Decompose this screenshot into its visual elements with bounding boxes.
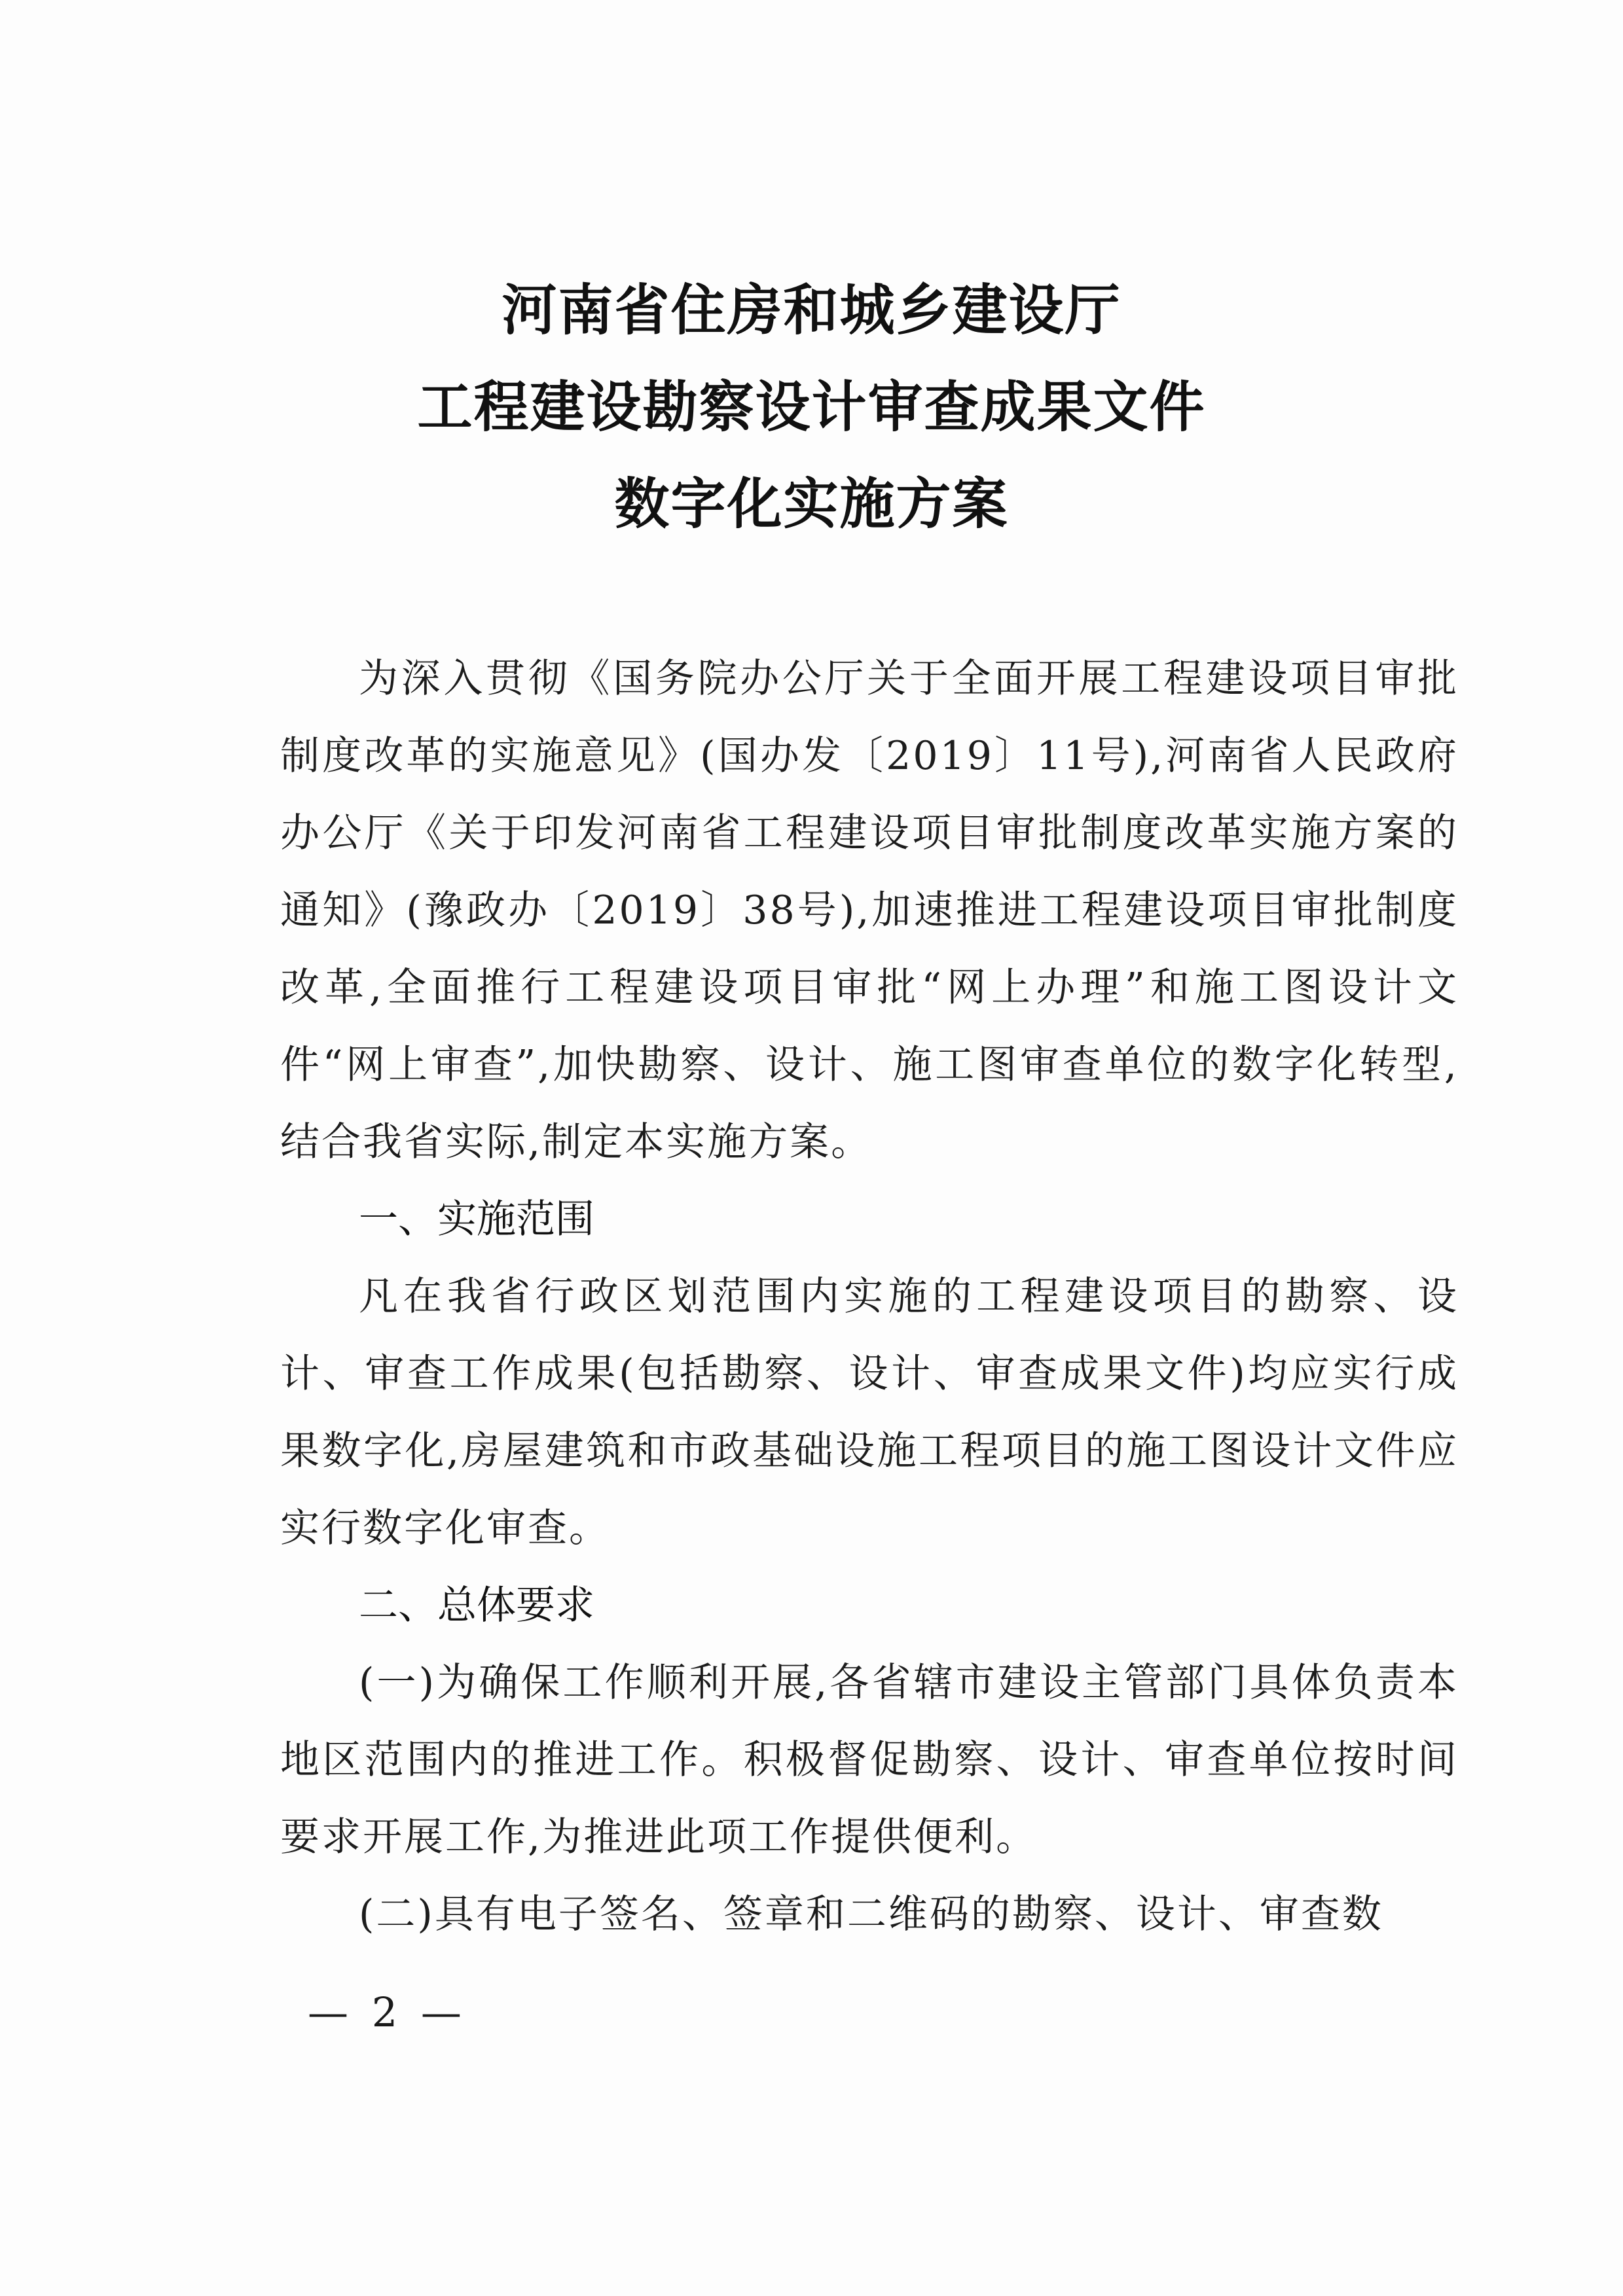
section-heading-scope: 一、实施范围 bbox=[359, 1196, 594, 1242]
title-line-3: 数字化实施方案 bbox=[614, 472, 1009, 536]
page-number: — 2 — bbox=[308, 1988, 467, 2036]
title-line-2: 工程建设勘察设计审查成果文件 bbox=[417, 375, 1206, 439]
requirements-item-1: (一)为确保工作顺利开展,各省辖市建设主管部门具体负责本地区范围内的推进工作。积极督促勘察、设计、审查单位按时间要求开展工作,为推进此项工作提供便利。 bbox=[280, 1660, 1459, 1860]
intro-paragraph: 为深入贯彻《国务院办公厅关于全面开展工程建设项目审批制度改革的实施意见》(国办发〔2019〕11号),河南省人民政府办公厅《关于印发河南省工程建设项目审批制度改革实施方案的通知》(豫政办〔2019〕38号),加速推进工程建设项目审批制度改革,全面推行工程建设项目审批“网上办理”和施工图设计文件“网上审查”,加快勘察、设计、施工图审查单位的数字化转型,结合我省实际,制定本实施方案。 bbox=[280, 656, 1459, 1165]
requirements-item-2: (二)具有电子签名、签章和二维码的勘察、设计、审查数 bbox=[359, 1892, 1383, 1937]
document-title bbox=[0, 262, 1623, 552]
section-heading-requirements: 二、总体要求 bbox=[359, 1583, 594, 1628]
title-line-1: 河南省住房和城乡建设厅 bbox=[501, 278, 1122, 342]
document-body bbox=[280, 640, 1459, 1953]
section-scope-paragraph: 凡在我省行政区划范围内实施的工程建设项目的勘察、设计、审查工作成果(包括勘察、设计、审查成果文件)均应实行成果数字化,房屋建筑和市政基础设施工程项目的施工图设计文件应实行数字化审查。 bbox=[280, 1274, 1459, 1551]
